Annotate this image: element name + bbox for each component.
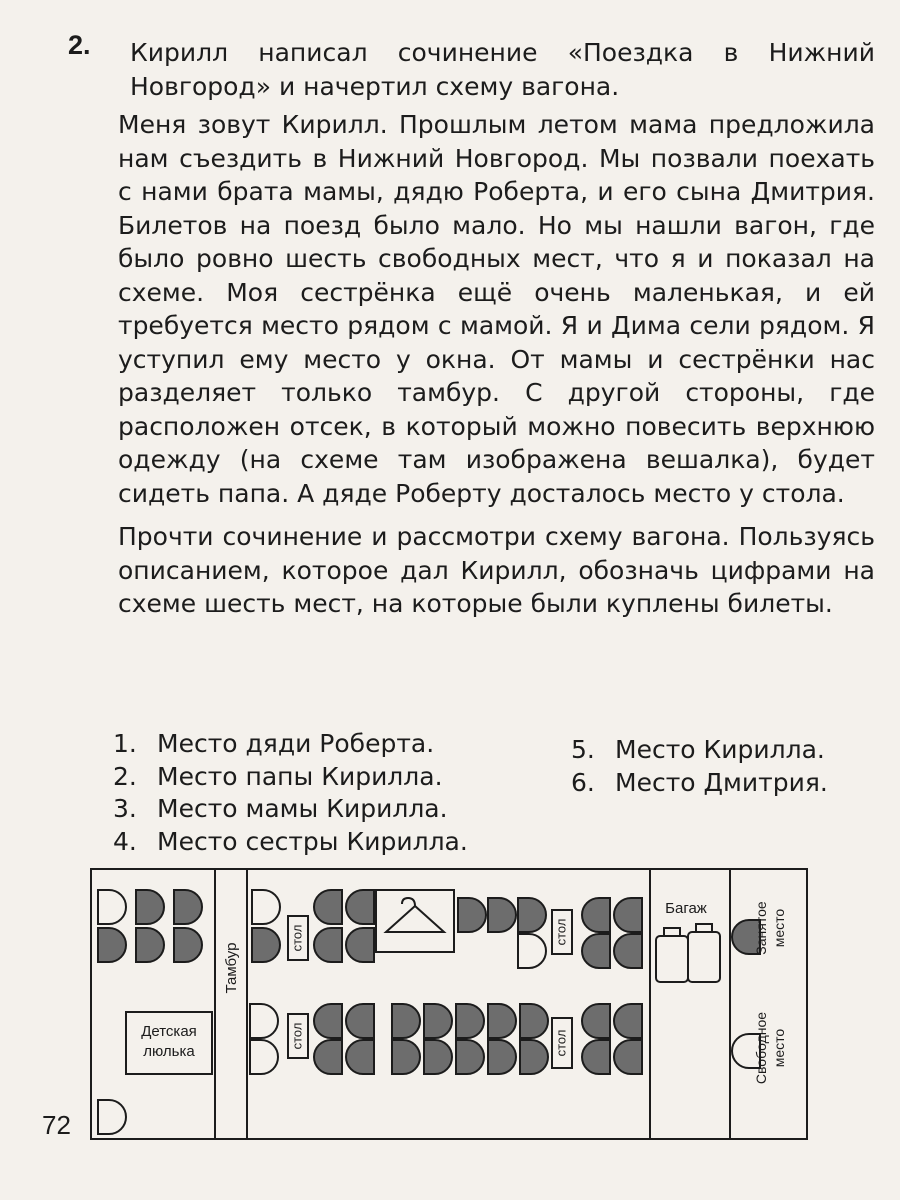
hanger-icon: [376, 890, 454, 952]
occupied-seat: [424, 1040, 452, 1074]
free-seat: [98, 1100, 126, 1134]
occupied-seat: [582, 1040, 610, 1074]
occupied-seat: [520, 1040, 548, 1074]
occupied-seat: [392, 1004, 420, 1038]
occupied-seat: [456, 1004, 484, 1038]
free-seat: [252, 890, 280, 924]
svg-text:стол: стол: [553, 918, 569, 946]
answer-item-3: 3. Место мамы Кирилла.: [113, 794, 448, 823]
crib-label-1: Детская: [141, 1023, 197, 1040]
occupied-seat: [488, 1040, 516, 1074]
occupied-seat: [314, 890, 342, 924]
occupied-seat: [346, 1040, 374, 1074]
occupied-seat: [392, 1040, 420, 1074]
occupied-seat: [136, 890, 164, 924]
answer-list-right: [571, 734, 828, 799]
vestibule-label: Тамбур: [223, 942, 240, 994]
occupied-label-1: Занятое: [753, 901, 769, 955]
free-seat: [98, 890, 126, 924]
table-top-right: [552, 910, 572, 954]
task-intro: Кирилл написал сочинение «Поездка в Нижний Новгород» и начертил схему вагона.: [130, 38, 875, 101]
occupied-seat: [614, 898, 642, 932]
occupied-seat: [98, 928, 126, 962]
occupied-seat: [314, 1040, 342, 1074]
essay-paragraph-2: Прочти сочинение и рассмотри схему вагона. Пользуясь описанием, которое дал Кирилл, обозначь цифрами на схеме шесть мест, на которые были куплены билеты.: [118, 522, 875, 618]
occupied-seat: [346, 890, 374, 924]
occupied-seat: [458, 898, 486, 932]
occupied-seat: [488, 898, 516, 932]
answer-item-1: 1. Место дяди Роберта.: [113, 729, 435, 758]
svg-text:стол: стол: [289, 924, 305, 952]
occupied-seat: [582, 1004, 610, 1038]
occupied-seat: [346, 1004, 374, 1038]
task-number: 2.: [68, 30, 91, 60]
svg-text:стол: стол: [289, 1022, 305, 1050]
free-seat: [250, 1004, 278, 1038]
table-top-left: [288, 916, 308, 960]
occupied-seat: [314, 1004, 342, 1038]
occupied-seat: [488, 1004, 516, 1038]
luggage-label: Багаж: [665, 900, 707, 917]
answer-item-2: 2. Место папы Кирилла.: [113, 761, 443, 791]
occupied-seat: [614, 1040, 642, 1074]
occupied-seat: [614, 1004, 642, 1038]
free-label-2: место: [771, 1028, 787, 1068]
essay-text: [118, 108, 875, 621]
occupied-seat: [346, 928, 374, 962]
occupied-seat: [174, 928, 202, 962]
occupied-label-2: место: [771, 908, 787, 948]
essay-paragraph-1: Меня зовут Кирилл. Прошлым летом мама предложила нам съездить в Нижний Новгород. Мы позвали поехать с нами брата мамы, дядю Роберта, и его сына Дмитрия. Билетов на поезд было мало. Но мы нашли вагон, где было ровно шесть свободных мест, что я и показал на схеме. Моя сестрёнка ещё очень маленькая, и ей требуется место рядом с мамой. Я и Дима сели рядом. Я уступил ему место у окна. От мамы и сестрёнки нас разделяет только тамбур. С другой стороны, где расположен отсек, в который можно повесить верхнюю одежду (на схеме там изображена вешалка), будет сидеть папа. А дяде Роберту досталось место у стола.: [118, 110, 875, 508]
free-seat: [518, 934, 546, 968]
free-label-1: Свободное: [753, 1011, 769, 1085]
svg-text:стол: стол: [553, 1029, 569, 1057]
occupied-seat: [456, 1040, 484, 1074]
occupied-seat: [424, 1004, 452, 1038]
page-number: 72: [42, 1110, 71, 1140]
occupied-seat: [314, 928, 342, 962]
occupied-seat: [174, 890, 202, 924]
occupied-seat: [582, 898, 610, 932]
occupied-seat: [520, 1004, 548, 1038]
free-seat: [250, 1040, 278, 1074]
occupied-seat: [136, 928, 164, 962]
answer-item-5: 5. Место Кирилла.: [571, 735, 825, 764]
occupied-seat: [518, 898, 546, 932]
answer-item-4: 4. Место сестры Кирилла.: [113, 826, 468, 856]
crib-label-2: люлька: [143, 1043, 195, 1060]
train-car-diagram: [90, 868, 808, 1140]
occupied-seat: [252, 928, 280, 962]
answer-list-left: [113, 728, 468, 858]
table-bottom-right: [552, 1018, 572, 1068]
answer-item-6: 6. Место Дмитрия.: [571, 767, 828, 797]
occupied-seat: [614, 934, 642, 968]
occupied-seat: [582, 934, 610, 968]
luggage-icon: [656, 924, 720, 982]
table-bottom-left: [288, 1014, 308, 1058]
